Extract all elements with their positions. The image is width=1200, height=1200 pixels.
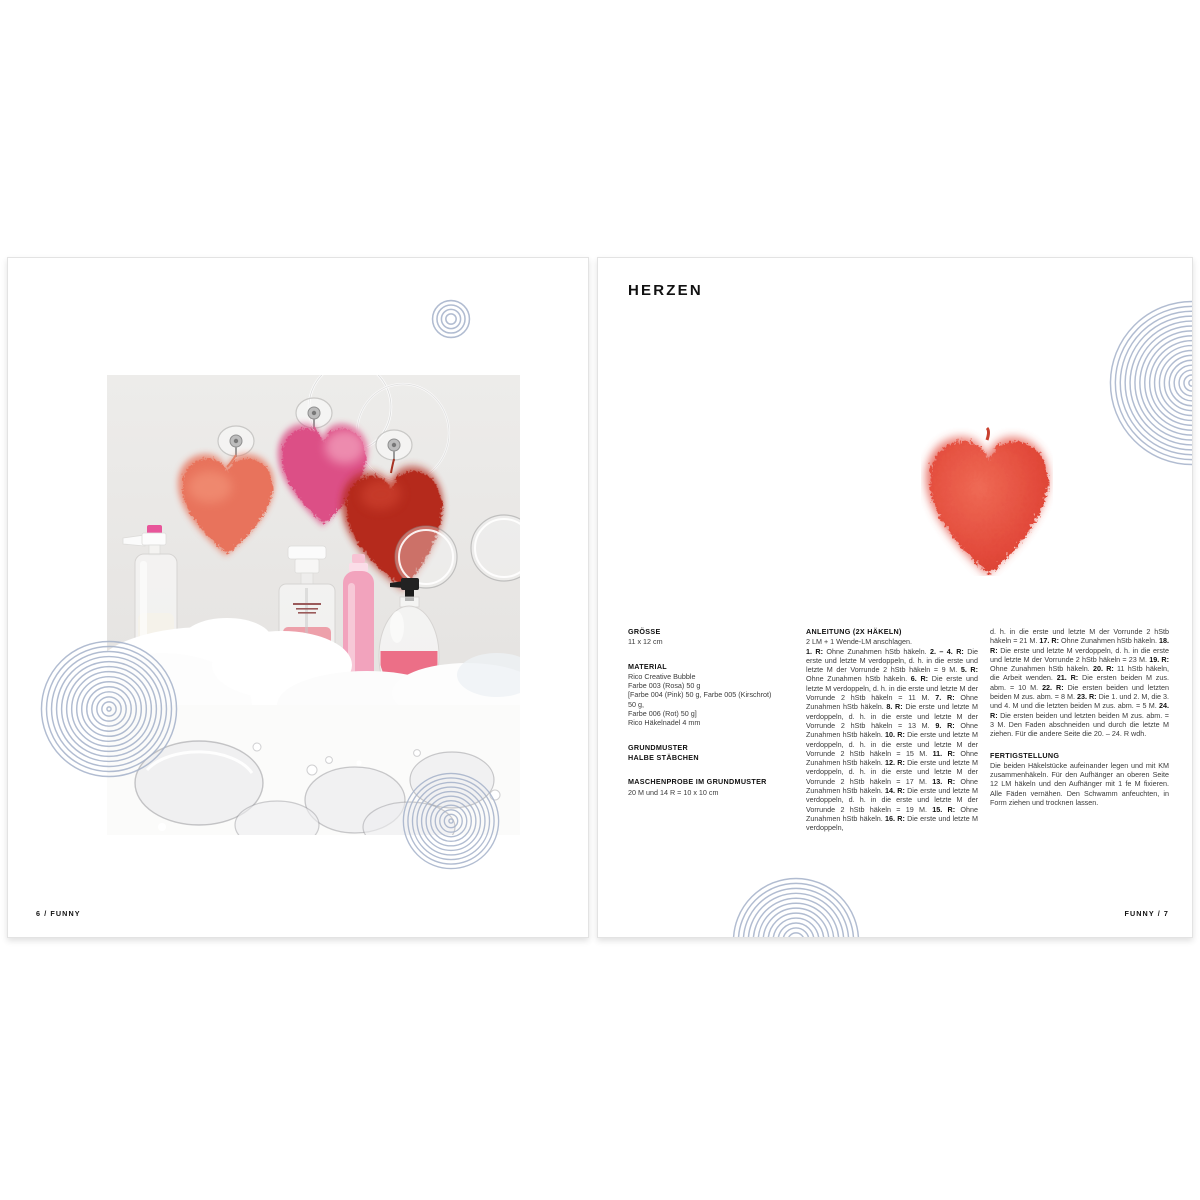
groesse-value: 11 x 12 cm: [628, 637, 663, 647]
maschenprobe-label: MASCHENPROBE IM GRUNDMUSTER: [628, 777, 767, 787]
fertigstellung-text: Die beiden Häkelstücke aufeinander legen und mit KM zusammenhäkeln. Für den Aufhänger an oberen Seite 12 LM häkeln und den Aufhänger mit 1 fe M fixieren. Alle Fäden vernähen. Den Schwamm anfeuchten, in Form ziehen und trocknen lassen.: [990, 760, 1169, 808]
anleitung-text-part2: d. h. in die erste und letzte M der Vorrunde 2 hStb häkeln = 21 M. 17. R: Ohne Zunahmen hStb häkeln. 18. R: Die erste und letzte M verdoppeln, d. h. in die erste und letzte M der Vorrunde 2 hStb häkeln = 23 M. 19. R: Ohne Zunahmen hStb häkeln. 20. R: 11 hStb häkeln, die Arbeit wenden. 21. R: Die ersten beiden M zus. abm. = 10 M. 22. R: Die ersten beiden und letzten beiden M zus. abm. = 8 M. 23. R: Die 1. und 2. M, die 3. und 4. M und die letzten beiden M zus. abm. = 5 M. 24. R: Die ersten beiden und letzten beiden M zus. abm. = 3 M. Den Faden abschneiden und durch die letzte M ziehen. Für die andere Seite die 20. – 24. R wdh.: [990, 627, 1170, 739]
page-number-right: FUNNY / 7: [1124, 909, 1169, 918]
concentric-circles-top-right-icon: [1109, 300, 1193, 466]
maschenprobe-block: [628, 777, 780, 797]
bath-hearts-photo: [107, 375, 520, 835]
fertigstellung-block: [990, 751, 1169, 808]
anleitung-text-part1: 1. R: Ohne Zunahmen hStb häkeln. 2. – 4. R: Die erste und letzte M verdoppeln, d. h. in die erste und letzte M der Vorrunde 2 hStb häkeln = 9 M. 5. R: Ohne Zunahmen hStb häkeln. 6. R: Die erste und letzte M verdoppeln, d. h. in die erste und letzte M der Vorrunde 2 hStb häkeln = 11 M. 7. R: Ohne Zunahmen hStb häkeln. 8. R: Die erste und letzte M verdoppeln, d. h. in die erste und letzte M der Vorrunde 2 hStb häkeln = 13 M. 9. R: Ohne Zunahmen hStb häkeln. 10. R: Die erste und letzte M verdoppeln, d. h. in die erste und letzte M der Vorrunde 2 hStb häkeln = 15 M. 11. R: Ohne Zunahmen hStb häkeln. 12. R: Die erste und letzte M verdoppeln, d. h. in die erste und letzte M der Vorrunde 2 hStb häkeln = 17 M. 13. R: Ohne Zunahmen hStb häkeln. 14. R: Die erste und letzte M verdoppeln, d. h. in die erste und letzte M der Vorrunde 2 hStb häkeln = 19 M. 15. R: Ohne Zunahmen hStb häkeln. 16. R: Die erste und letzte M verdoppeln,: [806, 646, 979, 833]
material-line: Farbe 003 (Rosa) 50 g: [628, 681, 701, 691]
grundmuster-label: GRUNDMUSTER: [628, 742, 688, 752]
fertigstellung-heading: FERTIGSTELLUNG: [990, 750, 1060, 760]
grundmuster-block: [628, 743, 780, 763]
page-number-left: 6 / FUNNY: [36, 909, 81, 918]
right-page: [597, 257, 1193, 938]
page-title: HERZEN: [628, 282, 703, 299]
material-line: [Farbe 004 (Pink) 50 g, Farbe 005 (Kirschrot) 50 g,: [628, 690, 772, 709]
material-line: Rico Creative Bubble: [628, 671, 696, 681]
material-line: Farbe 006 (Rot) 50 g]: [628, 709, 697, 719]
specs-column: [628, 627, 780, 812]
material-label: MATERIAL: [628, 661, 667, 671]
instructions-column-1: [806, 627, 978, 833]
concentric-circles-bottom-icon: [732, 877, 860, 938]
groesse-label: GRÖSSE: [628, 627, 661, 636]
groesse-block: [628, 627, 780, 647]
grundmuster-value: HALBE STÄBCHEN: [628, 752, 699, 762]
left-page: [7, 257, 589, 938]
photo-illustration: [107, 375, 520, 835]
material-line: Rico Häkelnadel 4 mm: [628, 718, 701, 728]
material-lines: [628, 672, 780, 728]
instructions-column-2: [990, 627, 1169, 807]
material-block: [628, 662, 780, 728]
anleitung-heading: ANLEITUNG (2X HÄKELN): [806, 627, 902, 636]
cast-on-line: 2 LM + 1 Wende-LM anschlagen.: [806, 637, 912, 647]
heart-hanging-stub: [987, 428, 989, 440]
hero-heart-image: [921, 424, 1053, 576]
maschenprobe-value: 20 M und 14 R = 10 x 10 cm: [628, 787, 719, 797]
concentric-circles-small-icon: [431, 299, 471, 339]
